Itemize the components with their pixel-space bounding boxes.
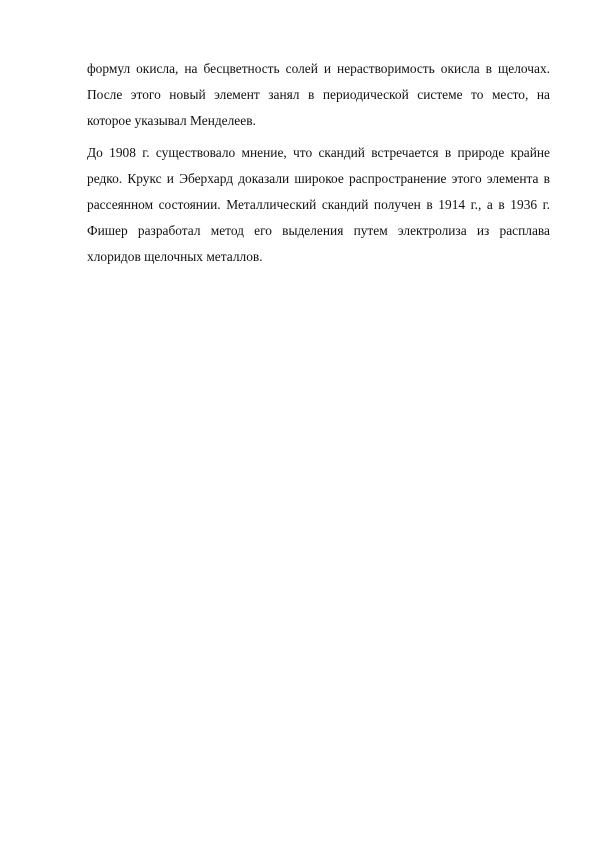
text-line: Фишер разработал метод его выделения путем электролиза из расплава	[87, 223, 550, 238]
paragraph-2	[87, 140, 550, 270]
text-line: которое указывал Менделеев.	[87, 113, 256, 128]
text-line: До 1908 г. существовало мнение, что скандий встречается в природе крайне	[87, 145, 550, 160]
body-text	[87, 56, 550, 270]
paragraph-1	[87, 56, 550, 134]
text-line: рассеянном состоянии. Металлический скандий получен в 1914 г., а в 1936 г.	[87, 197, 550, 212]
text-line: редко. Крукс и Эберхард доказали широкое распространение этого элемента в	[87, 171, 550, 186]
text-line: формул окисла, на бесцветность солей и нерастворимость окисла в щелочах.	[87, 61, 550, 76]
text-line: хлоридов щелочных металлов.	[87, 249, 263, 264]
text-line: После этого новый элемент занял в периодической системе то место, на	[87, 87, 550, 102]
